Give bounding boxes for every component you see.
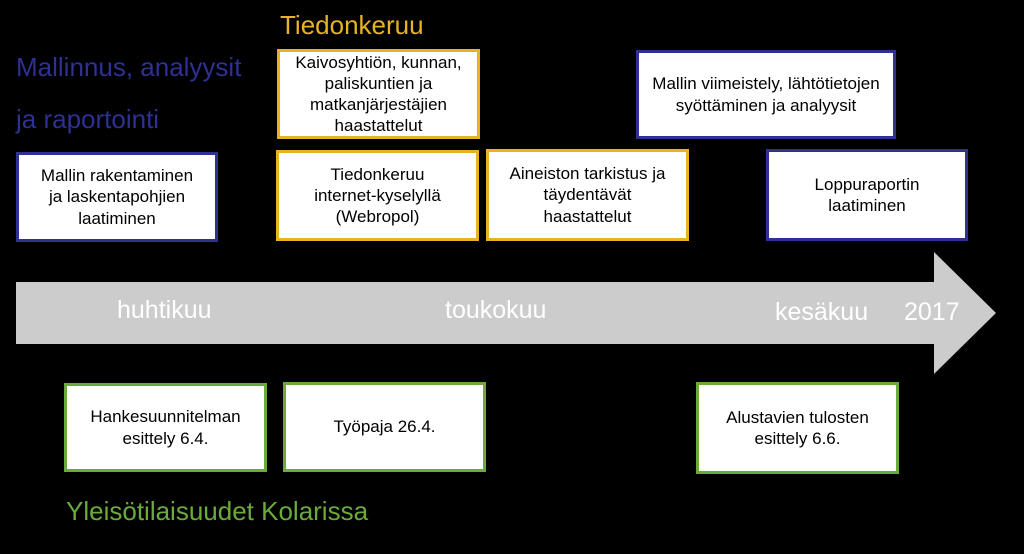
month-june-label: kesäkuu <box>775 298 869 326</box>
box-plan-presentation: Hankesuunnitelman esittely 6.4. <box>64 383 267 472</box>
box-preliminary-results: Alustavien tulosten esittely 6.6. <box>696 382 899 474</box>
box-review: Aineiston tarkistus ja täydentävät haastattelut <box>486 149 689 241</box>
box-webropol: Tiedonkeruu internet-kyselyllä (Webropol) <box>276 150 479 241</box>
heading-modelling-line1: Mallinnus, analyysit <box>16 52 242 82</box>
box-final-report: Loppuraportin laatiminen <box>766 149 968 241</box>
box-workshop: Työpaja 26.4. <box>283 382 486 472</box>
box-model-finishing: Mallin viimeistely, lähtötietojen syöttäminen ja analyysit <box>636 50 896 139</box>
month-may-label: toukokuu <box>445 296 547 324</box>
year-label: 2017 <box>904 298 960 326</box>
box-model-building: Mallin rakentaminen ja laskentapohjien laatiminen <box>16 152 218 242</box>
heading-data-collection: Tiedonkeruu <box>280 10 424 40</box>
month-april-label: huhtikuu <box>117 296 212 324</box>
heading-modelling-line2: ja raportointi <box>16 104 160 134</box>
box-interviews: Kaivosyhtiön, kunnan, paliskuntien ja matkanjärjestäjien haastattelut <box>277 49 480 139</box>
heading-public-events: Yleisötilaisuudet Kolarissa <box>66 496 369 526</box>
